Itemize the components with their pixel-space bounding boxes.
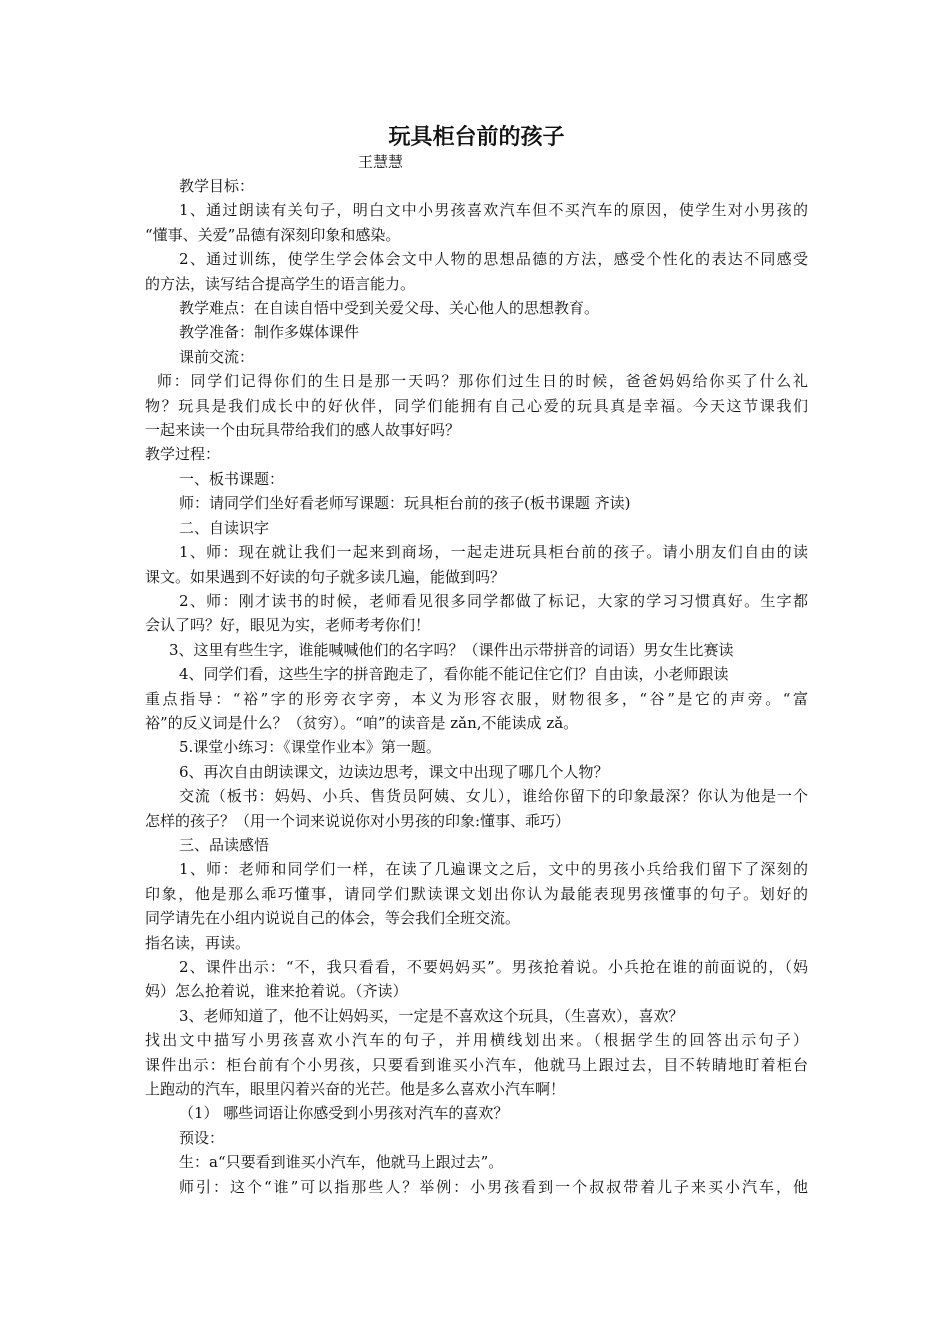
- body-line: 怎样的孩子？（用一个词来说说你对小男孩的印象:懂事、乖巧）: [145, 811, 571, 830]
- body-line: 师引：这个“谁”可以指那些人？举例：小男孩看到一个叔叔带着儿子来买小汽车，他: [179, 1177, 808, 1196]
- body-line: 1、师：现在就让我们一起来到商场，一起走进玩具柜台前的孩子。请小朋友们自由的读: [179, 543, 808, 562]
- body-line: 课件出示：柜台前有个小男孩，只要看到谁买小汽车，他就马上跟过去，目不转睛地盯着柜台: [145, 1055, 808, 1074]
- document-author: 王慧慧: [358, 153, 404, 171]
- body-line: 课文。如果遇到不好读的句子就多读几遍，能做到吗？: [145, 567, 506, 586]
- body-line: 2、课件出示：“不，我只看看，不要妈妈买”。男孩抢着说。小兵抢在谁的前面说的，（妈: [179, 958, 808, 976]
- body-line: 3、这里有些生字，谁能喊喊他们的名字吗？（课件出示带拼音的词语）男女生比赛读: [169, 640, 734, 659]
- body-line: 重点指导：“裕”字的形旁衣字旁，本义为形容衣服，财物很多，“谷”是它的声旁。“富: [145, 689, 808, 708]
- body-line: 1、师：老师和同学们一样，在读了几遍课文之后，文中的男孩小兵给我们留下了深刻的: [179, 860, 808, 879]
- body-line: 交流（板书：妈妈、小兵、售货员阿姨、女儿），谁给你留下的印象最深？你认为他是一个: [179, 787, 808, 806]
- body-line: 一、板书课题：: [179, 469, 285, 488]
- body-line: 教学过程：: [145, 445, 221, 464]
- body-line: 4、同学们看，这些生字的拼音跑走了，看你能不能记住它们？自由读，小老师跟读: [179, 665, 729, 684]
- body-line: 6、再次自由朗读课文，边读边思考，课文中出现了哪几个人物？: [179, 762, 609, 781]
- body-line: 2、通过训练，使学生学会体会文中人物的思想品德的方法，感受个性化的表达不同感受: [179, 250, 808, 269]
- body-line: 物？玩具是我们成长中的好伙伴，同学们能拥有自己心爱的玩具真是幸福。今天这节课我们: [145, 396, 808, 415]
- body-line: 上跑动的汽车，眼里闪着兴奋的光芒。他是多么喜欢小汽车啊！: [145, 1080, 566, 1099]
- body-line: 教学难点：在自读自悟中受到关爱父母、关心他人的思想教育。: [179, 299, 600, 318]
- body-line: 教学目标：: [179, 177, 255, 195]
- document-body: [145, 174, 808, 1199]
- body-line: 5.课堂小练习：《课堂作业本》第一题。: [179, 738, 441, 757]
- body-line: 师：请同学们坐好看老师写课题：玩具柜台前的孩子(板书课题 齐读): [179, 494, 631, 513]
- body-line: 的方法，读写结合提高学生的语言能力。: [145, 274, 416, 293]
- body-line: 教学准备：制作多媒体课件: [179, 323, 360, 342]
- body-line: 师：同学们记得你们的生日是那一天吗？那你们过生日的时候，爸爸妈妈给你买了什么礼: [157, 372, 808, 391]
- body-line: 妈）怎么抢着说，谁来抢着说。（齐读）: [145, 982, 408, 1001]
- body-line: 生：a“只要看到谁买小汽车，他就马上跟过去”。: [179, 1153, 504, 1172]
- body-line: 二、自读识字: [179, 518, 270, 537]
- body-line: 预设：: [179, 1128, 225, 1147]
- body-line: 1、通过朗读有关句子，明白文中小男孩喜欢汽车但不买汽车的原因，使学生对小男孩的: [179, 201, 808, 220]
- body-line: “懂事、关爱”品德有深刻印象和感染。: [145, 225, 401, 244]
- body-line: 指名读，再读。: [145, 933, 251, 952]
- body-line: 找出文中描写小男孩喜欢小汽车的句子，并用横线划出来。（根据学生的回答出示句子）: [145, 1031, 808, 1050]
- body-line: 会认了吗？好，眼见为实，老师考考你们！: [145, 616, 431, 635]
- body-line: 3、老师知道了，他不让妈妈买，一定是不喜欢这个玩具，（生喜欢），喜欢？: [179, 1006, 684, 1025]
- document-page: [145, 122, 808, 1199]
- body-line: 裕”的反义词是什么？（贫穷）。“咱”的读音是 zǎn,不能读成 zǎ。: [145, 713, 579, 732]
- body-line: 课前交流：: [179, 347, 255, 366]
- body-line: （1） 哪些词语让你感受到小男孩对汽车的喜欢？: [179, 1104, 509, 1123]
- body-line: 同学请先在小组内说说自己的体会，等会我们全班交流。: [145, 909, 521, 928]
- body-line: 三、品读感悟: [179, 835, 270, 854]
- body-line: 印象，他是那么乖巧懂事，请同学们默读课文划出你认为最能表现男孩懂事的句子。划好的: [145, 884, 808, 903]
- body-line: 2、师：刚才读书的时候，老师看见很多同学都做了标记，大家的学习习惯真好。生字都: [179, 591, 808, 610]
- document-title: 玩具柜台前的孩子: [388, 124, 565, 150]
- body-line: 一起来读一个由玩具带给我们的感人故事好吗？: [145, 421, 461, 440]
